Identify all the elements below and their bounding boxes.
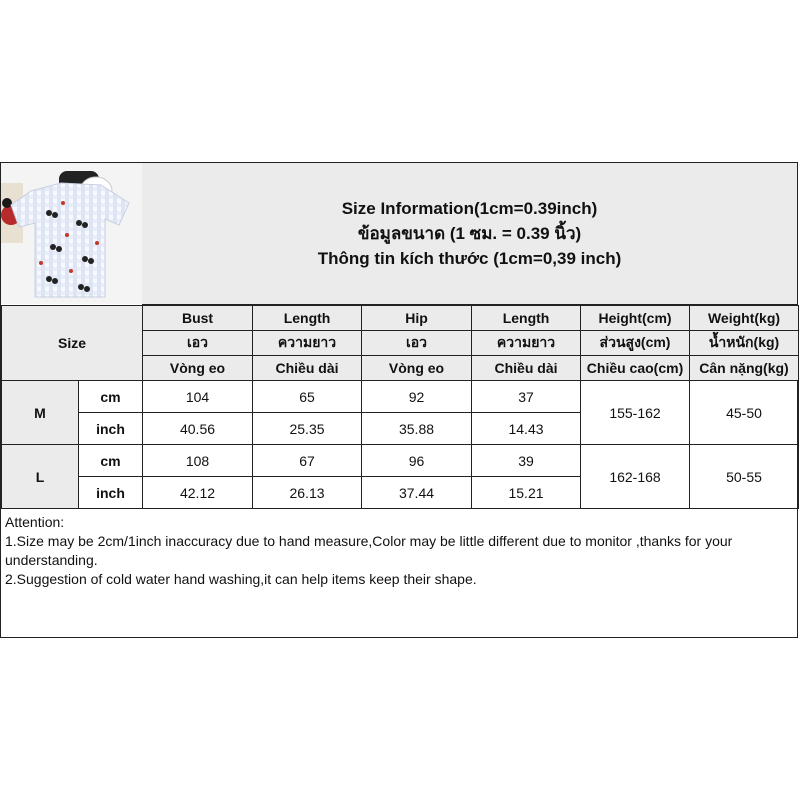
table-row xyxy=(2,445,799,477)
weight-range: 45-50 xyxy=(690,381,799,445)
header-hip: Hip xyxy=(362,306,472,331)
header-bust-th: เอว xyxy=(143,331,253,356)
header-height-th: ส่วนสูง(cm) xyxy=(581,331,690,356)
header-hip-vi: Vòng eo xyxy=(362,356,472,381)
header-length-th: ความยาว xyxy=(253,331,362,356)
height-range: 162-168 xyxy=(581,445,690,509)
length-inch: 25.35 xyxy=(253,413,362,445)
height-range: 155-162 xyxy=(581,381,690,445)
unit-inch: inch xyxy=(79,477,143,509)
title-vietnamese: Thông tin kích thước (1cm=0,39 inch) xyxy=(317,249,622,268)
product-photo xyxy=(1,163,143,304)
size-column-label: Size xyxy=(2,306,143,381)
size-m: M xyxy=(2,381,79,445)
length2-inch: 14.43 xyxy=(472,413,581,445)
unit-cm: cm xyxy=(79,381,143,413)
length2-cm: 39 xyxy=(472,445,581,477)
table-row xyxy=(2,381,799,413)
header-weight-vi: Cân nặng(kg) xyxy=(690,356,799,381)
header-hip-th: เอว xyxy=(362,331,472,356)
title-box xyxy=(142,163,797,305)
header-bust-vi: Vòng eo xyxy=(143,356,253,381)
length2-inch: 15.21 xyxy=(472,477,581,509)
header-length: Length xyxy=(253,306,362,331)
title-thai: ข้อมูลขนาด (1 ซม. = 0.39 นิ้ว) xyxy=(357,224,582,243)
bust-inch: 42.12 xyxy=(143,477,253,509)
header-weight-th: น้ำหนัก(kg) xyxy=(690,331,799,356)
attention-note-2: 2.Suggestion of cold water hand washing,it can help items keep their shape. xyxy=(5,571,477,587)
attention-note-1: 1.Size may be 2cm/1inch inaccuracy due to hand measure,Color may be little different due to monitor ,thanks for your understanding. xyxy=(5,533,733,568)
hip-inch: 37.44 xyxy=(362,477,472,509)
unit-inch: inch xyxy=(79,413,143,445)
size-chart xyxy=(0,162,798,638)
header-height: Height(cm) xyxy=(581,306,690,331)
length2-cm: 37 xyxy=(472,381,581,413)
size-table xyxy=(1,305,799,509)
hip-inch: 35.88 xyxy=(362,413,472,445)
weight-range: 50-55 xyxy=(690,445,799,509)
hip-cm: 92 xyxy=(362,381,472,413)
bust-cm: 108 xyxy=(143,445,253,477)
header-bust: Bust xyxy=(143,306,253,331)
size-l: L xyxy=(2,445,79,509)
header-length-th: ความยาว xyxy=(472,331,581,356)
length-cm: 65 xyxy=(253,381,362,413)
attention-heading: Attention: xyxy=(5,514,65,530)
header-length: Length xyxy=(472,306,581,331)
header-length-vi: Chiều dài xyxy=(472,356,581,381)
length-cm: 67 xyxy=(253,445,362,477)
unit-cm: cm xyxy=(79,445,143,477)
length-inch: 26.13 xyxy=(253,477,362,509)
header-row-english xyxy=(2,306,799,331)
hip-cm: 96 xyxy=(362,445,472,477)
bust-cm: 104 xyxy=(143,381,253,413)
header-length-vi: Chiều dài xyxy=(253,356,362,381)
attention-notes xyxy=(1,511,797,591)
bust-inch: 40.56 xyxy=(143,413,253,445)
header-weight: Weight(kg) xyxy=(690,306,799,331)
header-height-vi: Chiều cao(cm) xyxy=(581,356,690,381)
product-image-illustration xyxy=(1,163,142,304)
title-english: Size Information(1cm=0.39inch) xyxy=(341,199,598,218)
